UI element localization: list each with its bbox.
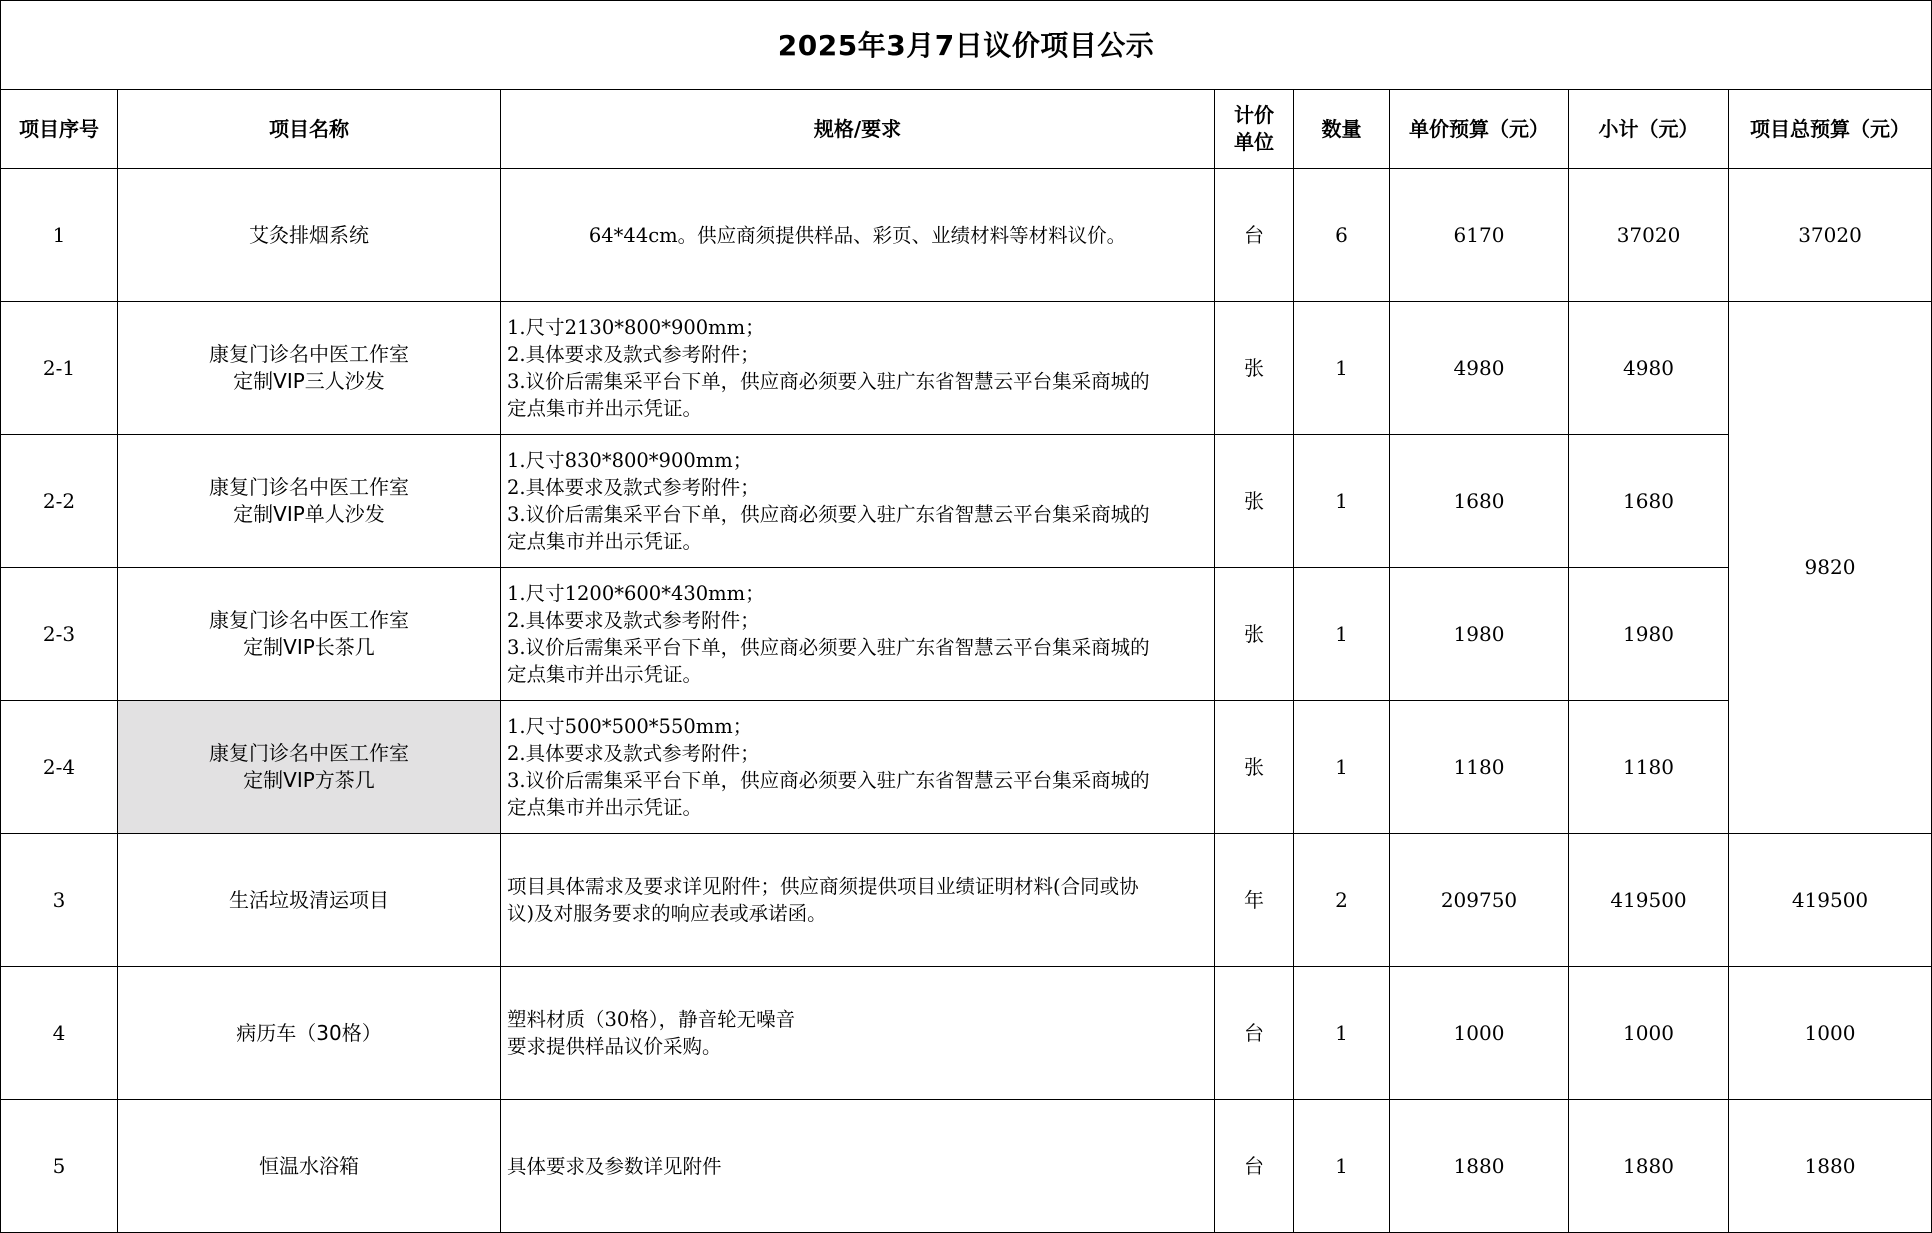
cell-unit: 张 xyxy=(1215,701,1294,834)
cell-spec xyxy=(501,302,1215,435)
name-line: 病历车（30格） xyxy=(236,1020,382,1045)
cell-unit-price: 1680 xyxy=(1390,435,1569,568)
cell-unit-price: 1880 xyxy=(1390,1100,1569,1233)
cell-qty: 1 xyxy=(1294,568,1390,701)
cell-name xyxy=(118,169,501,302)
cell-name xyxy=(118,568,501,701)
cell-unit: 台 xyxy=(1215,169,1294,302)
cell-qty: 6 xyxy=(1294,169,1390,302)
page-title: 2025年3月7日议价项目公示 xyxy=(1,1,1932,90)
name-line: 恒温水浴箱 xyxy=(259,1153,359,1178)
name-line: 定制VIP长茶几 xyxy=(243,635,375,659)
cell-subtotal: 419500 xyxy=(1569,834,1729,967)
cell-seq: 5 xyxy=(1,1100,118,1233)
cell-total: 1000 xyxy=(1729,967,1932,1100)
title-row xyxy=(1,1,1932,90)
cell-name xyxy=(118,302,501,435)
table-row xyxy=(1,1100,1932,1233)
spec-line: 1.尺寸830*800*900mm； xyxy=(507,449,753,472)
cell-subtotal: 1980 xyxy=(1569,568,1729,701)
name-line: 定制VIP三人沙发 xyxy=(233,369,385,393)
cell-unit: 年 xyxy=(1215,834,1294,967)
spec-line: 3.议价后需集采平台下单，供应商必须要入驻广东省智慧云平台集采商城的 xyxy=(507,503,1150,526)
cell-unit-price: 4980 xyxy=(1390,302,1569,435)
header-qty: 数量 xyxy=(1294,90,1390,169)
cell-unit-price: 6170 xyxy=(1390,169,1569,302)
table-row xyxy=(1,302,1932,435)
spec-line: 具体要求及参数详见附件 xyxy=(507,1154,722,1178)
spec-line: 定点集市并出示凭证。 xyxy=(507,397,703,420)
cell-qty: 1 xyxy=(1294,1100,1390,1233)
cell-unit: 张 xyxy=(1215,302,1294,435)
header-total: 项目总预算（元） xyxy=(1729,90,1932,169)
cell-seq: 2-3 xyxy=(1,568,118,701)
spec-line: 要求提供样品议价采购。 xyxy=(507,1035,722,1058)
name-line: 康复门诊名中医工作室 xyxy=(209,475,409,499)
cell-seq: 2-2 xyxy=(1,435,118,568)
cell-total: 37020 xyxy=(1729,169,1932,302)
table-row xyxy=(1,568,1932,701)
header-unit-line2: 单位 xyxy=(1234,130,1274,154)
spec-line: 3.议价后需集采平台下单，供应商必须要入驻广东省智慧云平台集采商城的 xyxy=(507,636,1150,659)
cell-spec xyxy=(501,834,1215,967)
spec-line: 议)及对服务要求的响应表或承诺函。 xyxy=(507,902,827,925)
spec-line: 塑料材质（30格），静音轮无噪音 xyxy=(507,1008,796,1031)
cell-spec xyxy=(501,1100,1215,1233)
cell-qty: 1 xyxy=(1294,967,1390,1100)
header-name: 项目名称 xyxy=(118,90,501,169)
cell-total: 9820 xyxy=(1729,302,1932,834)
cell-name xyxy=(118,435,501,568)
cell-qty: 1 xyxy=(1294,701,1390,834)
table-row xyxy=(1,701,1932,834)
cell-subtotal: 1880 xyxy=(1569,1100,1729,1233)
header-unit-price: 单价预算（元） xyxy=(1390,90,1569,169)
cell-name xyxy=(118,834,501,967)
cell-spec xyxy=(501,701,1215,834)
spec-line: 2.具体要求及款式参考附件； xyxy=(507,742,760,765)
cell-unit-price: 209750 xyxy=(1390,834,1569,967)
spec-line: 项目具体需求及要求详见附件；供应商须提供项目业绩证明材料(合同或协 xyxy=(507,875,1139,898)
cell-total: 1880 xyxy=(1729,1100,1932,1233)
spec-line: 1.尺寸1200*600*430mm； xyxy=(507,582,765,605)
table-row xyxy=(1,834,1932,967)
cell-unit-price: 1000 xyxy=(1390,967,1569,1100)
cell-qty: 2 xyxy=(1294,834,1390,967)
header-unit-line1: 计价 xyxy=(1234,103,1274,127)
spec-line: 定点集市并出示凭证。 xyxy=(507,796,703,819)
cell-subtotal: 4980 xyxy=(1569,302,1729,435)
cell-spec xyxy=(501,568,1215,701)
cell-subtotal: 1180 xyxy=(1569,701,1729,834)
cell-seq: 2-1 xyxy=(1,302,118,435)
header-row xyxy=(1,90,1932,169)
cell-unit-price: 1980 xyxy=(1390,568,1569,701)
name-line: 康复门诊名中医工作室 xyxy=(209,342,409,366)
cell-spec xyxy=(501,967,1215,1100)
cell-qty: 1 xyxy=(1294,435,1390,568)
spec-line: 64*44cm。供应商须提供样品、彩页、业绩材料等材料议价。 xyxy=(588,223,1127,247)
spec-line: 定点集市并出示凭证。 xyxy=(507,663,703,686)
name-line: 生活垃圾清运项目 xyxy=(229,887,389,912)
header-seq: 项目序号 xyxy=(1,90,118,169)
name-line: 康复门诊名中医工作室 xyxy=(209,741,409,765)
cell-unit-price: 1180 xyxy=(1390,701,1569,834)
table-row xyxy=(1,435,1932,568)
cell-name xyxy=(118,1100,501,1233)
cell-seq: 4 xyxy=(1,967,118,1100)
spec-line: 1.尺寸2130*800*900mm； xyxy=(507,316,765,339)
spec-line: 3.议价后需集采平台下单，供应商必须要入驻广东省智慧云平台集采商城的 xyxy=(507,370,1150,393)
cell-qty: 1 xyxy=(1294,302,1390,435)
spec-line: 2.具体要求及款式参考附件； xyxy=(507,343,760,366)
table-row xyxy=(1,169,1932,302)
name-line: 定制VIP方茶几 xyxy=(243,768,375,792)
cell-subtotal: 37020 xyxy=(1569,169,1729,302)
cell-unit: 台 xyxy=(1215,1100,1294,1233)
name-line: 康复门诊名中医工作室 xyxy=(209,608,409,632)
cell-spec xyxy=(501,169,1215,302)
cell-unit: 张 xyxy=(1215,568,1294,701)
spec-line: 1.尺寸500*500*550mm； xyxy=(507,715,753,738)
table-row xyxy=(1,967,1932,1100)
cell-name-selected[interactable] xyxy=(118,701,501,834)
cell-seq: 3 xyxy=(1,834,118,967)
cell-subtotal: 1680 xyxy=(1569,435,1729,568)
cell-name xyxy=(118,967,501,1100)
cell-unit: 张 xyxy=(1215,435,1294,568)
spec-line: 定点集市并出示凭证。 xyxy=(507,530,703,553)
cell-total: 419500 xyxy=(1729,834,1932,967)
cell-seq: 1 xyxy=(1,169,118,302)
spec-line: 3.议价后需集采平台下单，供应商必须要入驻广东省智慧云平台集采商城的 xyxy=(507,769,1150,792)
name-line: 艾灸排烟系统 xyxy=(249,222,369,247)
header-subtotal: 小计（元） xyxy=(1569,90,1729,169)
header-unit xyxy=(1215,90,1294,169)
cell-seq: 2-4 xyxy=(1,701,118,834)
header-spec: 规格/要求 xyxy=(501,90,1215,169)
name-line: 定制VIP单人沙发 xyxy=(233,502,385,526)
spec-line: 2.具体要求及款式参考附件； xyxy=(507,476,760,499)
cell-unit: 台 xyxy=(1215,967,1294,1100)
cell-spec xyxy=(501,435,1215,568)
cell-subtotal: 1000 xyxy=(1569,967,1729,1100)
spec-line: 2.具体要求及款式参考附件； xyxy=(507,609,760,632)
